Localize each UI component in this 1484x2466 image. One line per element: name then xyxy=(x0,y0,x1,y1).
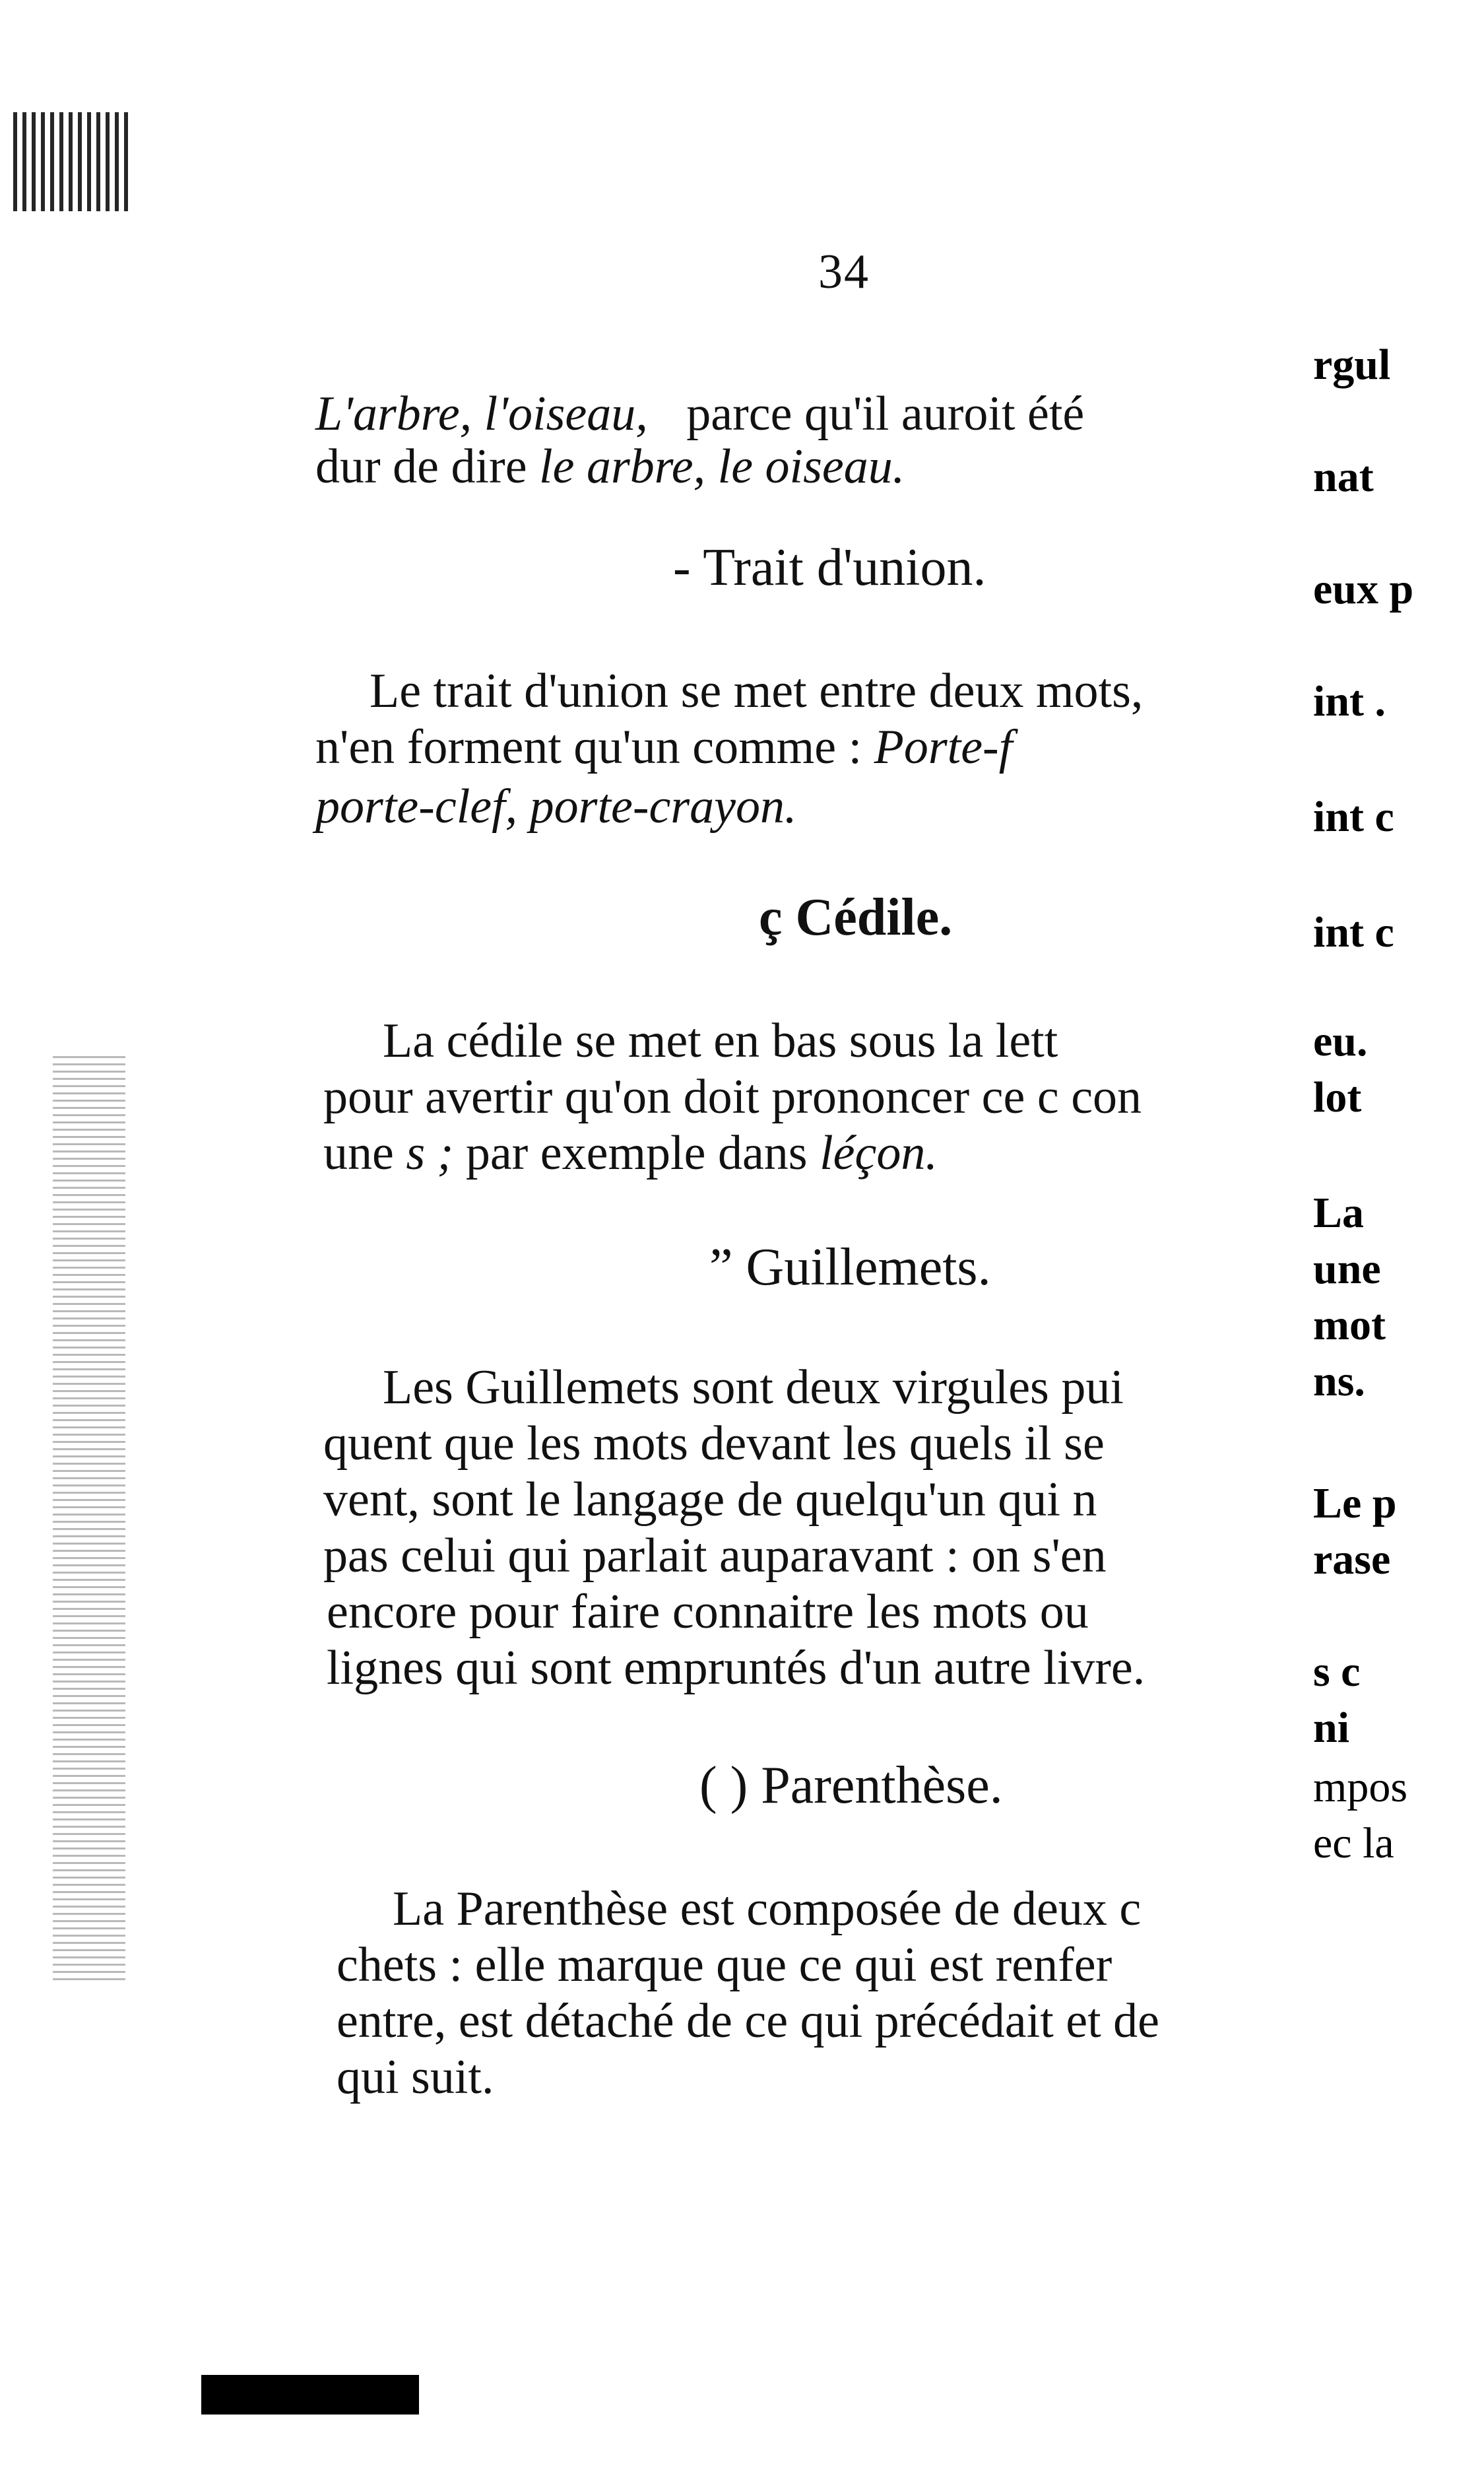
cedile-line-1: La cédile se met en bas sous la lett xyxy=(383,1014,1058,1068)
cedile-line-3-d: léçon. xyxy=(820,1126,938,1180)
bleed-fragment: int . xyxy=(1313,677,1386,725)
bleed-fragment: eux p xyxy=(1313,565,1414,613)
cedile-line-3-b: s ; xyxy=(406,1126,454,1180)
bleed-fragment: s c xyxy=(1313,1648,1361,1696)
guillemets-line-3: vent, sont le langage de quelqu'un qui n xyxy=(323,1473,1097,1527)
bleed-fragment: eu. xyxy=(1313,1017,1368,1065)
intro-line-1-italic: L'arbre, l'oiseau, xyxy=(315,387,648,441)
guillemets-line-2: quent que les mots devant les quels il se xyxy=(323,1416,1105,1471)
bleed-fragment: ec la xyxy=(1313,1819,1394,1867)
trait-union-line-2-italic: Porte-f xyxy=(874,720,1013,774)
heading-parenthese: ( ) Parenthèse. xyxy=(699,1756,1003,1815)
scan-artifact-bar xyxy=(201,2375,419,2415)
intro-line-2-italic: le arbre, le oiseau. xyxy=(539,440,905,494)
intro-line-1-text: parce qu'il auroit été xyxy=(686,387,1085,441)
parenthese-line-4: qui suit. xyxy=(337,2050,494,2104)
guillemets-line-6: lignes qui sont empruntés d'un autre livre. xyxy=(327,1641,1145,1695)
cedile-line-3-a: une xyxy=(323,1126,406,1180)
parenthese-line-3: entre, est détaché de ce qui précédait et de xyxy=(337,1994,1160,2048)
trait-union-line-2 xyxy=(315,720,1013,774)
bleed-fragment: rase xyxy=(1313,1535,1391,1583)
intro-line-2-text: dur de dire xyxy=(315,440,540,494)
trait-union-line-3-italic: porte-clef, porte-crayon. xyxy=(315,780,797,834)
bleed-fragment: int c xyxy=(1313,793,1394,841)
guillemets-line-1: Les Guillemets sont deux virgules pui xyxy=(383,1360,1124,1415)
heading-trait-union: - Trait d'union. xyxy=(673,539,986,597)
parenthese-line-2: chets : elle marque que ce qui est renfer xyxy=(337,1938,1113,1992)
parenthese-line-1: La Parenthèse est composée de deux c xyxy=(393,1882,1142,1936)
trait-union-line-1: Le trait d'union se met entre deux mots, xyxy=(370,664,1144,718)
intro-line-1 xyxy=(315,387,1085,441)
bleed-fragment: rgul xyxy=(1313,341,1391,389)
bleed-fragment: mot xyxy=(1313,1301,1386,1349)
left-margin-noise-lower xyxy=(53,1056,125,1980)
left-margin-noise xyxy=(13,112,132,211)
bleed-fragment: ns. xyxy=(1313,1357,1365,1405)
bleed-fragment: une xyxy=(1313,1245,1381,1293)
page-number: 34 xyxy=(818,245,870,299)
bleed-fragment: nat xyxy=(1313,453,1374,501)
trait-union-line-2-text: n'en forment qu'un comme : xyxy=(315,720,874,774)
heading-cedile: ç Cédile. xyxy=(759,888,953,947)
bleed-fragment: mpos xyxy=(1313,1763,1408,1811)
bleed-fragment: lot xyxy=(1313,1073,1362,1121)
trait-union-line-3 xyxy=(315,780,797,834)
bleed-fragment: La xyxy=(1313,1189,1365,1237)
cedile-line-2: pour avertir qu'on doit prononcer ce c con xyxy=(323,1070,1142,1124)
heading-guillemets: ” Guillemets. xyxy=(709,1238,991,1296)
guillemets-line-4: pas celui qui parlait auparavant : on s'en xyxy=(323,1529,1107,1583)
cedile-line-3 xyxy=(323,1126,938,1180)
intro-line-2 xyxy=(315,440,905,494)
bleed-fragment: int c xyxy=(1313,908,1394,956)
bleed-fragment: Le p xyxy=(1313,1479,1397,1527)
cedile-line-3-c: par exemple dans xyxy=(453,1126,820,1180)
guillemets-line-5: encore pour faire connaitre les mots ou xyxy=(327,1585,1089,1639)
bleed-fragment: ni xyxy=(1313,1704,1350,1752)
